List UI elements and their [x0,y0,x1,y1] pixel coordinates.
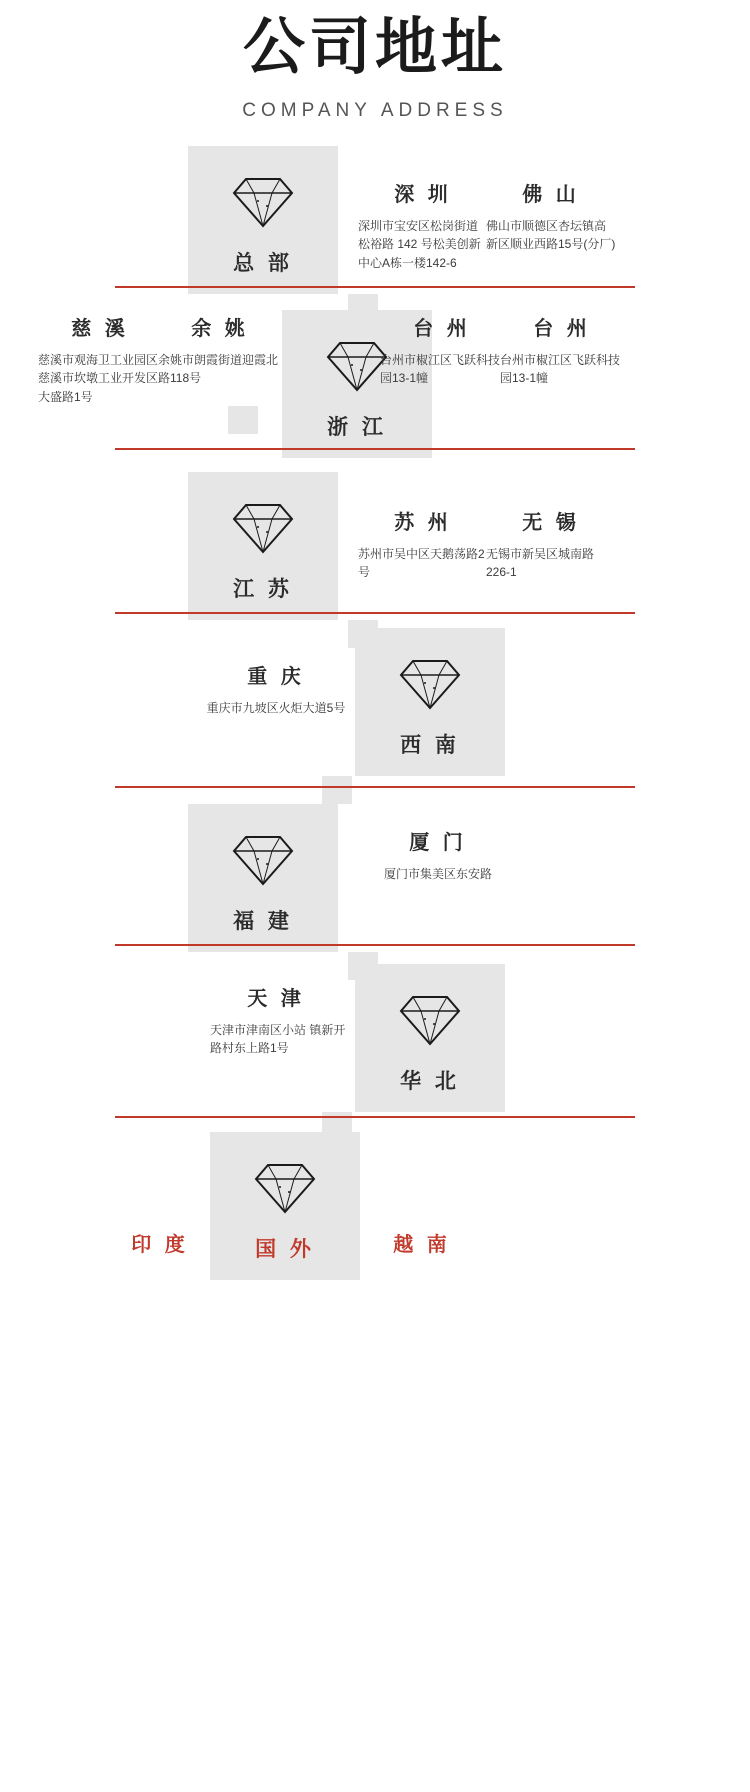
section-divider [115,786,635,788]
address-entry-india [98,1228,222,1257]
city-address: 台州市椒江区飞跃科技园13-1幢 [380,352,501,386]
address-entry-taizhou-1 [380,312,504,388]
diamond-icon [188,834,338,891]
section-zhejiang [0,296,750,464]
city-name: 厦 门 [409,831,467,854]
region-label: 浙 江 [327,415,387,439]
section-southwest [0,620,750,792]
region-tile-jiangsu [188,472,338,620]
address-entry-wuxi [486,506,616,582]
city-name: 台 州 [533,317,591,340]
address-entry-vietnam [360,1228,484,1257]
diamond-icon [188,176,338,233]
city-address: 佛山市顺德区杏坛镇高新区顺业西路15号(分厂) [486,218,616,252]
section-north-china [0,950,750,1118]
region-tile-fujian [188,804,338,952]
diamond-icon [355,994,505,1051]
region-label: 西 南 [400,733,460,757]
city-name: 深 圳 [394,183,452,206]
page-header [0,0,750,122]
city-name: 佛 山 [522,183,580,206]
section-overseas [0,1118,750,1298]
city-name: 苏 州 [394,511,452,534]
section-divider [115,944,635,946]
diamond-icon [188,502,338,559]
region-label: 华 北 [400,1069,460,1093]
section-divider [115,448,635,450]
city-name: 印 度 [131,1233,189,1256]
city-name: 无 锡 [522,511,580,534]
address-entry-shenzhen [358,178,488,273]
address-entry-cixi [38,312,162,407]
city-address: 厦门市集美区东安路 [383,866,492,881]
diamond-icon [210,1162,360,1219]
region-tile-north-china [355,964,505,1112]
address-entry-tianjin [196,982,356,1058]
address-entry-suzhou [358,506,488,582]
region-label: 总 部 [233,251,293,275]
city-name: 余 姚 [191,317,249,340]
page-title: 公司地址 [242,10,507,83]
section-divider [115,612,635,614]
city-address: 苏州市吴中区天鹅荡路2号 [358,546,485,580]
city-address: 台州市椒江区飞跃科技园13-1幢 [500,352,621,386]
city-address: 慈溪市观海卫工业园区慈溪市坎墩工业开发区大盛路1号 [38,352,159,404]
section-divider [115,286,635,288]
address-entry-taizhou-2 [500,312,624,388]
city-address: 重庆市九坡区火炬大道5号 [206,700,346,715]
region-label: 国 外 [255,1237,315,1261]
city-name: 重 庆 [247,665,305,688]
region-label: 江 苏 [233,577,293,601]
section-jiangsu [0,464,750,620]
page-subtitle: COMPANY ADDRESS [242,99,508,121]
section-fujian [0,792,750,950]
region-tile-overseas [210,1132,360,1280]
city-address: 深圳市宝安区松岗街道松裕路 142 号松美创新中心A栋一楼142-6 [358,218,481,270]
section-headquarters [0,146,750,296]
address-entry-foshan [486,178,616,254]
region-label: 福 建 [233,909,293,933]
city-address: 余姚市朗霞街道迎霞北路118号 [158,352,279,386]
address-entry-yuyao [158,312,282,388]
city-name: 天 津 [247,987,305,1010]
city-name: 台 州 [413,317,471,340]
city-address: 无锡市新吴区城南路226-1 [486,546,595,580]
connector-square [228,406,258,434]
address-entry-chongqing [196,660,356,718]
address-sections [0,146,750,1298]
address-entry-xiamen [348,826,528,884]
city-name: 越 南 [393,1233,451,1256]
city-name: 慈 溪 [71,317,129,340]
region-tile-headquarters [188,146,338,294]
diamond-icon [355,658,505,715]
city-address: 天津市津南区小站 镇新开路村东上路1号 [210,1022,346,1056]
region-tile-southwest [355,628,505,776]
